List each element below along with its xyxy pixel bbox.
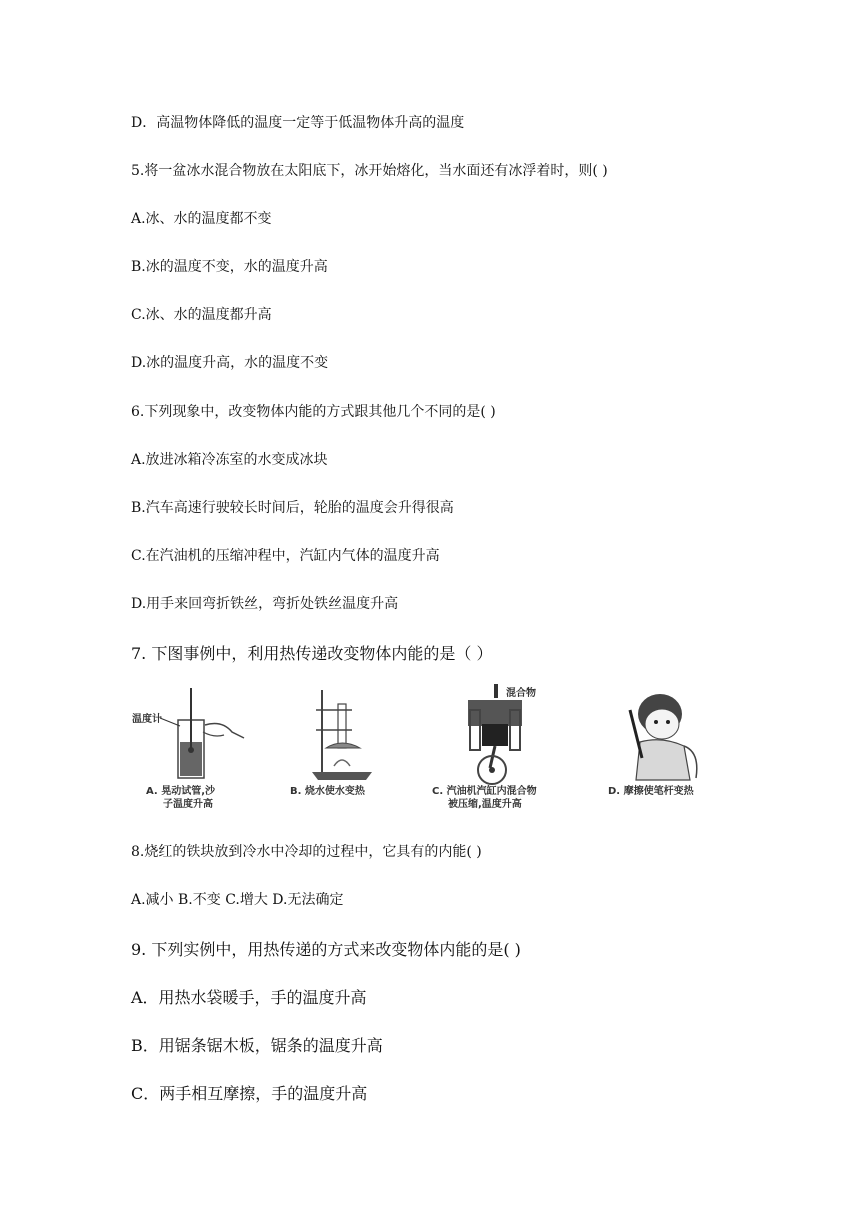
q6-option-c: C.在汽油机的压缩冲程中，汽缸内气体的温度升高 xyxy=(131,548,440,564)
caption-d: D. 摩擦使笔杆变热 xyxy=(608,786,694,797)
q5-stem: 5.将一盆冰水混合物放在太阳底下，冰开始熔化，当水面还有冰浮着时，则( ) xyxy=(131,163,608,179)
caption-b: B. 烧水使水变热 xyxy=(290,786,365,797)
figure-c-engine-cylinder xyxy=(432,684,537,810)
q9-option-a: A．用热水袋暖手，手的温度升高 xyxy=(131,988,367,1007)
label-mixture: 混合物 xyxy=(506,688,536,699)
caption-a-line1: A. 晃动试管,沙 xyxy=(146,786,216,797)
q6-option-b: B.汽车高速行驶较长时间后，轮胎的温度会升得很高 xyxy=(131,500,454,516)
q7-figure xyxy=(0,680,860,820)
q5-option-b: B.冰的温度不变，水的温度升高 xyxy=(131,259,328,275)
figure-d-boy-rubbing-pen xyxy=(608,694,697,797)
q4-option-d: D．高温物体降低的温度一定等于低温物体升高的温度 xyxy=(131,115,465,131)
figure-a-shaking-tube xyxy=(132,688,244,810)
q9-option-b: B．用锯条锯木板，锯条的温度升高 xyxy=(131,1036,383,1055)
label-thermometer: 温度计 xyxy=(132,714,162,725)
caption-a-line2: 子温度升高 xyxy=(163,799,213,810)
q8-stem: 8.烧红的铁块放到冷水中冷却的过程中，它具有的内能( ) xyxy=(131,844,482,860)
q5-option-d: D.冰的温度升高，水的温度不变 xyxy=(131,355,329,371)
q6-option-a: A.放进冰箱冷冻室的水变成冰块 xyxy=(131,452,328,468)
caption-c-line1: C. 汽油机汽缸内混合物 xyxy=(432,786,537,797)
q5-option-c: C.冰、水的温度都升高 xyxy=(131,307,272,323)
figure-b-boiling-water xyxy=(290,690,372,797)
q5-option-a: A.冰、水的温度都不变 xyxy=(131,211,272,227)
caption-c-line2: 被压缩,温度升高 xyxy=(448,799,522,810)
q9-option-c: C．两手相互摩擦，手的温度升高 xyxy=(131,1084,368,1103)
q9-stem: 9. 下列实例中，用热传递的方式来改变物体内能的是( ) xyxy=(131,940,521,959)
q6-option-d: D.用手来回弯折铁丝，弯折处铁丝温度升高 xyxy=(131,596,399,612)
q8-options: A.减小 B.不变 C.增大 D.无法确定 xyxy=(131,892,344,908)
q7-stem: 7. 下图事例中，利用热传递改变物体内能的是（ ） xyxy=(131,644,493,663)
q6-stem: 6.下列现象中，改变物体内能的方式跟其他几个不同的是( ) xyxy=(131,404,496,420)
